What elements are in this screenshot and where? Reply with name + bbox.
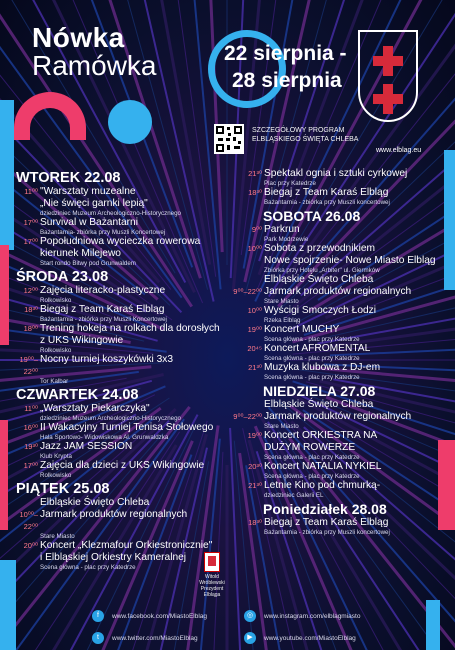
event-place: Scena główna - plac przy Katedrze xyxy=(264,336,360,343)
event-place: Bażantarnia - zbiórka przy Muszli Koncertowej xyxy=(40,316,167,323)
elblag-cross-icon xyxy=(366,46,410,120)
event-time: 9⁰⁰ xyxy=(251,225,262,234)
event-item xyxy=(8,354,220,385)
event-title: Zajęcia literacko-plastyczne xyxy=(40,285,166,296)
qr-caption: SZCZEGÓŁOWY PROGRAM ELBLĄSKIEGO ŚWIĘTA CHLEBA xyxy=(252,127,359,143)
event-title: Survival w Bażantarni xyxy=(40,217,138,228)
event-place: Klub Krypta xyxy=(40,453,72,460)
event-title: Jarmark produktów regionalnych xyxy=(40,509,188,520)
event-title: Biegaj z Team Karaś Elbląg xyxy=(264,517,389,528)
festival-label: Elbląskie Święto Chleba xyxy=(264,399,374,410)
event-time: 16⁰⁰ xyxy=(23,423,38,432)
facebook-url: www.facebook.com/MiastoElblag xyxy=(112,612,208,620)
event-title: "Warsztaty muzealne „Nie święci garnki lepią" xyxy=(40,186,148,209)
event-item xyxy=(8,540,220,571)
event-place: Bażantarnia - zbiórka przy Muszli koncertowej xyxy=(264,199,390,206)
schedule-column-right xyxy=(232,168,452,536)
event-place: Park Modrzewie xyxy=(264,236,309,243)
event-time: 21³⁰ xyxy=(248,363,262,372)
event-time: 17⁰⁰ xyxy=(23,237,38,246)
event-time: 21³⁰ xyxy=(248,481,262,490)
day-heading: CZWARTEK 24.08 xyxy=(16,387,139,403)
date-range xyxy=(224,40,347,94)
event-item xyxy=(8,441,220,460)
event-time: 9⁰⁰–22⁰⁰ xyxy=(233,412,262,421)
event-time: 18⁰⁰ xyxy=(23,324,38,333)
date-range-line1: 22 sierpnia - xyxy=(224,42,347,65)
event-place: Rolkowisko xyxy=(40,297,72,304)
event-item xyxy=(8,403,220,422)
event-place: dziedziniec Galerii EL xyxy=(264,492,324,499)
day-heading: Poniedziałek 28.08 xyxy=(263,501,387,517)
event-title: Letnie Kino pod chmurką- xyxy=(264,480,381,491)
youtube-icon: ▶ xyxy=(244,632,256,644)
event-title: Biegaj z Team Karaś Elbląg xyxy=(40,304,165,315)
elblag-crest-icon xyxy=(204,552,220,572)
event-place: Bażantarnia- zbiórka przy Muszli Koncertowej xyxy=(40,229,166,236)
instagram-link[interactable] xyxy=(244,610,455,622)
event-title: Koncert ORKIESTRA NA DUŻYM ROWERZE xyxy=(264,430,378,453)
event-item xyxy=(8,285,220,304)
event-title: Nocny turniej koszykówki 3x3 xyxy=(40,354,174,365)
event-time: 20⁰⁰ xyxy=(23,541,38,550)
event-title: Muzyka klubowa z DJ-em xyxy=(264,362,381,373)
event-time: 19⁰⁰ xyxy=(247,325,262,334)
event-item xyxy=(8,509,220,540)
event-title: „Warsztaty Piekarczyka" xyxy=(40,403,150,414)
event-item xyxy=(8,422,220,441)
event-place: Plac przy Katedrze xyxy=(264,180,316,187)
event-item xyxy=(232,286,452,305)
qr-code[interactable] xyxy=(214,124,244,154)
event-place: Scena główna - plac przy Katedrze xyxy=(264,454,360,461)
event-time: 19⁰⁰ xyxy=(247,431,262,440)
signature-name: Witold Wróblewski Prezydent Elbląga xyxy=(199,574,225,598)
event-place: Stare Miasto xyxy=(40,533,75,540)
event-item xyxy=(232,362,452,381)
twitter-url: www.twitter.com/MiastoElblag xyxy=(112,634,198,642)
signature-block xyxy=(192,552,232,602)
schedule-column-left xyxy=(8,168,220,571)
event-place: Stare Miasto xyxy=(264,298,299,305)
event-item xyxy=(232,430,452,461)
event-item xyxy=(232,324,452,343)
event-time: 17⁰⁰ xyxy=(23,218,38,227)
event-time: 11⁰⁰ xyxy=(24,404,38,413)
event-title: Trening hokeja na rolkach dla dorosłych z UKS Wikingowie xyxy=(40,323,220,346)
event-time: 18³⁰ xyxy=(248,188,262,197)
event-title: Popołudniowa wycieczka rowerowa kierunek Milejewo xyxy=(40,236,201,259)
event-place: Scena główna - plac przy Katedrze xyxy=(264,355,360,362)
day-heading: SOBOTA 26.08 xyxy=(263,208,361,224)
event-item xyxy=(8,460,220,479)
event-title: Zajęcia dla dzieci z UKS Wikingowie xyxy=(40,460,205,471)
event-time: 17⁰⁰ xyxy=(23,461,38,470)
event-title: Parkrun xyxy=(264,224,300,235)
event-time: 19³⁰ xyxy=(24,442,38,451)
instagram-icon: ◎ xyxy=(244,610,256,622)
poster-subtitle: Ramówka xyxy=(32,50,157,81)
event-time: 18³⁰ xyxy=(248,518,262,527)
day-heading: NIEDZIELA 27.08 xyxy=(263,383,376,399)
blue-bar-bottom-left xyxy=(0,560,16,650)
festival-label: Elbląskie Święto Chleba xyxy=(264,274,374,285)
event-place: Scena główna - plac przy Katedrze xyxy=(40,564,136,571)
event-title: Jazz JAM SESSION xyxy=(40,441,133,452)
event-place: Rolkowisko xyxy=(40,472,72,479)
event-place: Stare Miasto xyxy=(264,423,299,430)
event-title: Koncert „Klezmafour Orkiestronicznie" i Elbląskiej Orkiestry Kameralnej xyxy=(40,540,213,563)
event-time: 10⁰⁰–22⁰⁰ xyxy=(19,510,38,531)
event-item xyxy=(8,186,220,217)
event-time: 20³⁰ xyxy=(248,462,262,471)
event-place: Bażantarnia - zbiórka przy Muszli koncertowej xyxy=(264,529,390,536)
event-place: dziedziniec Muzeum Archeologiczno-Historycznego xyxy=(40,415,182,422)
event-item xyxy=(232,243,452,274)
event-item xyxy=(8,323,220,354)
website-url[interactable]: www.elblag.eu xyxy=(376,147,422,154)
event-place: Rolkowisko xyxy=(40,347,72,354)
event-time: 9⁰⁰–22⁰⁰ xyxy=(233,287,262,296)
event-item xyxy=(232,411,452,430)
youtube-url: www.youtube.com/MiastoElblag xyxy=(264,634,356,642)
event-place: dziedziniec Muzeum Archeologiczno-Historycznego xyxy=(40,210,182,217)
date-range-line2: 28 sierpnia xyxy=(232,69,342,92)
event-item xyxy=(232,461,452,480)
event-title: II Wakacyjny Turniej Tenisa Stołowego xyxy=(40,422,214,433)
event-item xyxy=(232,305,452,324)
event-time: 19⁰⁰–22⁰⁰ xyxy=(19,355,38,376)
event-item xyxy=(232,343,452,362)
event-time: 18³⁰ xyxy=(24,305,38,314)
event-title: Jarmark produktów regionalnych xyxy=(264,286,412,297)
event-time: 10⁰⁰ xyxy=(247,244,262,253)
youtube-link[interactable] xyxy=(244,632,455,644)
event-title: Sobota z przewodnikiem Nowe spojrzenie- Nowe Miasto Elbląg xyxy=(264,243,436,266)
instagram-url: www.instagram.com/elblagmiasto xyxy=(264,612,361,620)
event-title: Spektakl ognia i sztuki cyrkowej xyxy=(264,168,408,179)
pink-bar-mid xyxy=(0,420,8,530)
event-time: 20⁴⁵ xyxy=(247,344,262,353)
event-item xyxy=(232,517,452,536)
event-place: Rzeka Elbląg xyxy=(264,317,301,324)
day-heading: ŚRODA 23.08 xyxy=(16,269,109,285)
festival-label: Elbląskie Święto Chleba xyxy=(40,497,150,508)
event-title: Koncert NATALIA NYKIEL xyxy=(264,461,382,472)
event-place: Tor Kalbar xyxy=(40,378,69,385)
twitter-icon: t xyxy=(92,632,104,644)
event-title: Wyścigi Smoczych Łodzi xyxy=(264,305,377,316)
event-item xyxy=(232,480,452,499)
event-time: 10⁰⁰ xyxy=(247,306,262,315)
event-title: Koncert AFROMENTAL xyxy=(264,343,371,354)
event-time: 21³⁰ xyxy=(248,169,262,178)
event-item xyxy=(232,224,452,243)
event-title: Biegaj z Team Karaś Elbląg xyxy=(264,187,389,198)
event-place: Zbiórka przy Hotelu „Arbiter" ul. Giermków xyxy=(264,267,380,274)
event-item xyxy=(8,304,220,323)
day-heading: WTOREK 22.08 xyxy=(16,170,121,186)
event-item xyxy=(8,236,220,267)
event-item xyxy=(232,168,452,187)
event-place: Scena główna - plac przy Katedrze xyxy=(264,473,360,480)
event-time: 11⁰⁰ xyxy=(24,187,38,196)
blue-circle-decor xyxy=(108,100,152,144)
event-time: 12⁰⁰ xyxy=(23,286,38,295)
event-place: Hala Sportowo- Widowiskowa Al. Grunwaldzka xyxy=(40,434,169,441)
event-title: Jarmark produktów regionalnych xyxy=(264,411,412,422)
event-title: Koncert MUCHY xyxy=(264,324,340,335)
facebook-icon: f xyxy=(92,610,104,622)
event-place: Start rondo Bitwy pod Grunwaldem xyxy=(40,260,136,267)
event-item xyxy=(232,187,452,206)
event-item xyxy=(8,217,220,236)
poster-title: Nówka xyxy=(32,22,125,53)
day-heading: PIĄTEK 25.08 xyxy=(16,481,110,497)
event-place: Scena główna - plac przy Katedrze xyxy=(264,374,360,381)
